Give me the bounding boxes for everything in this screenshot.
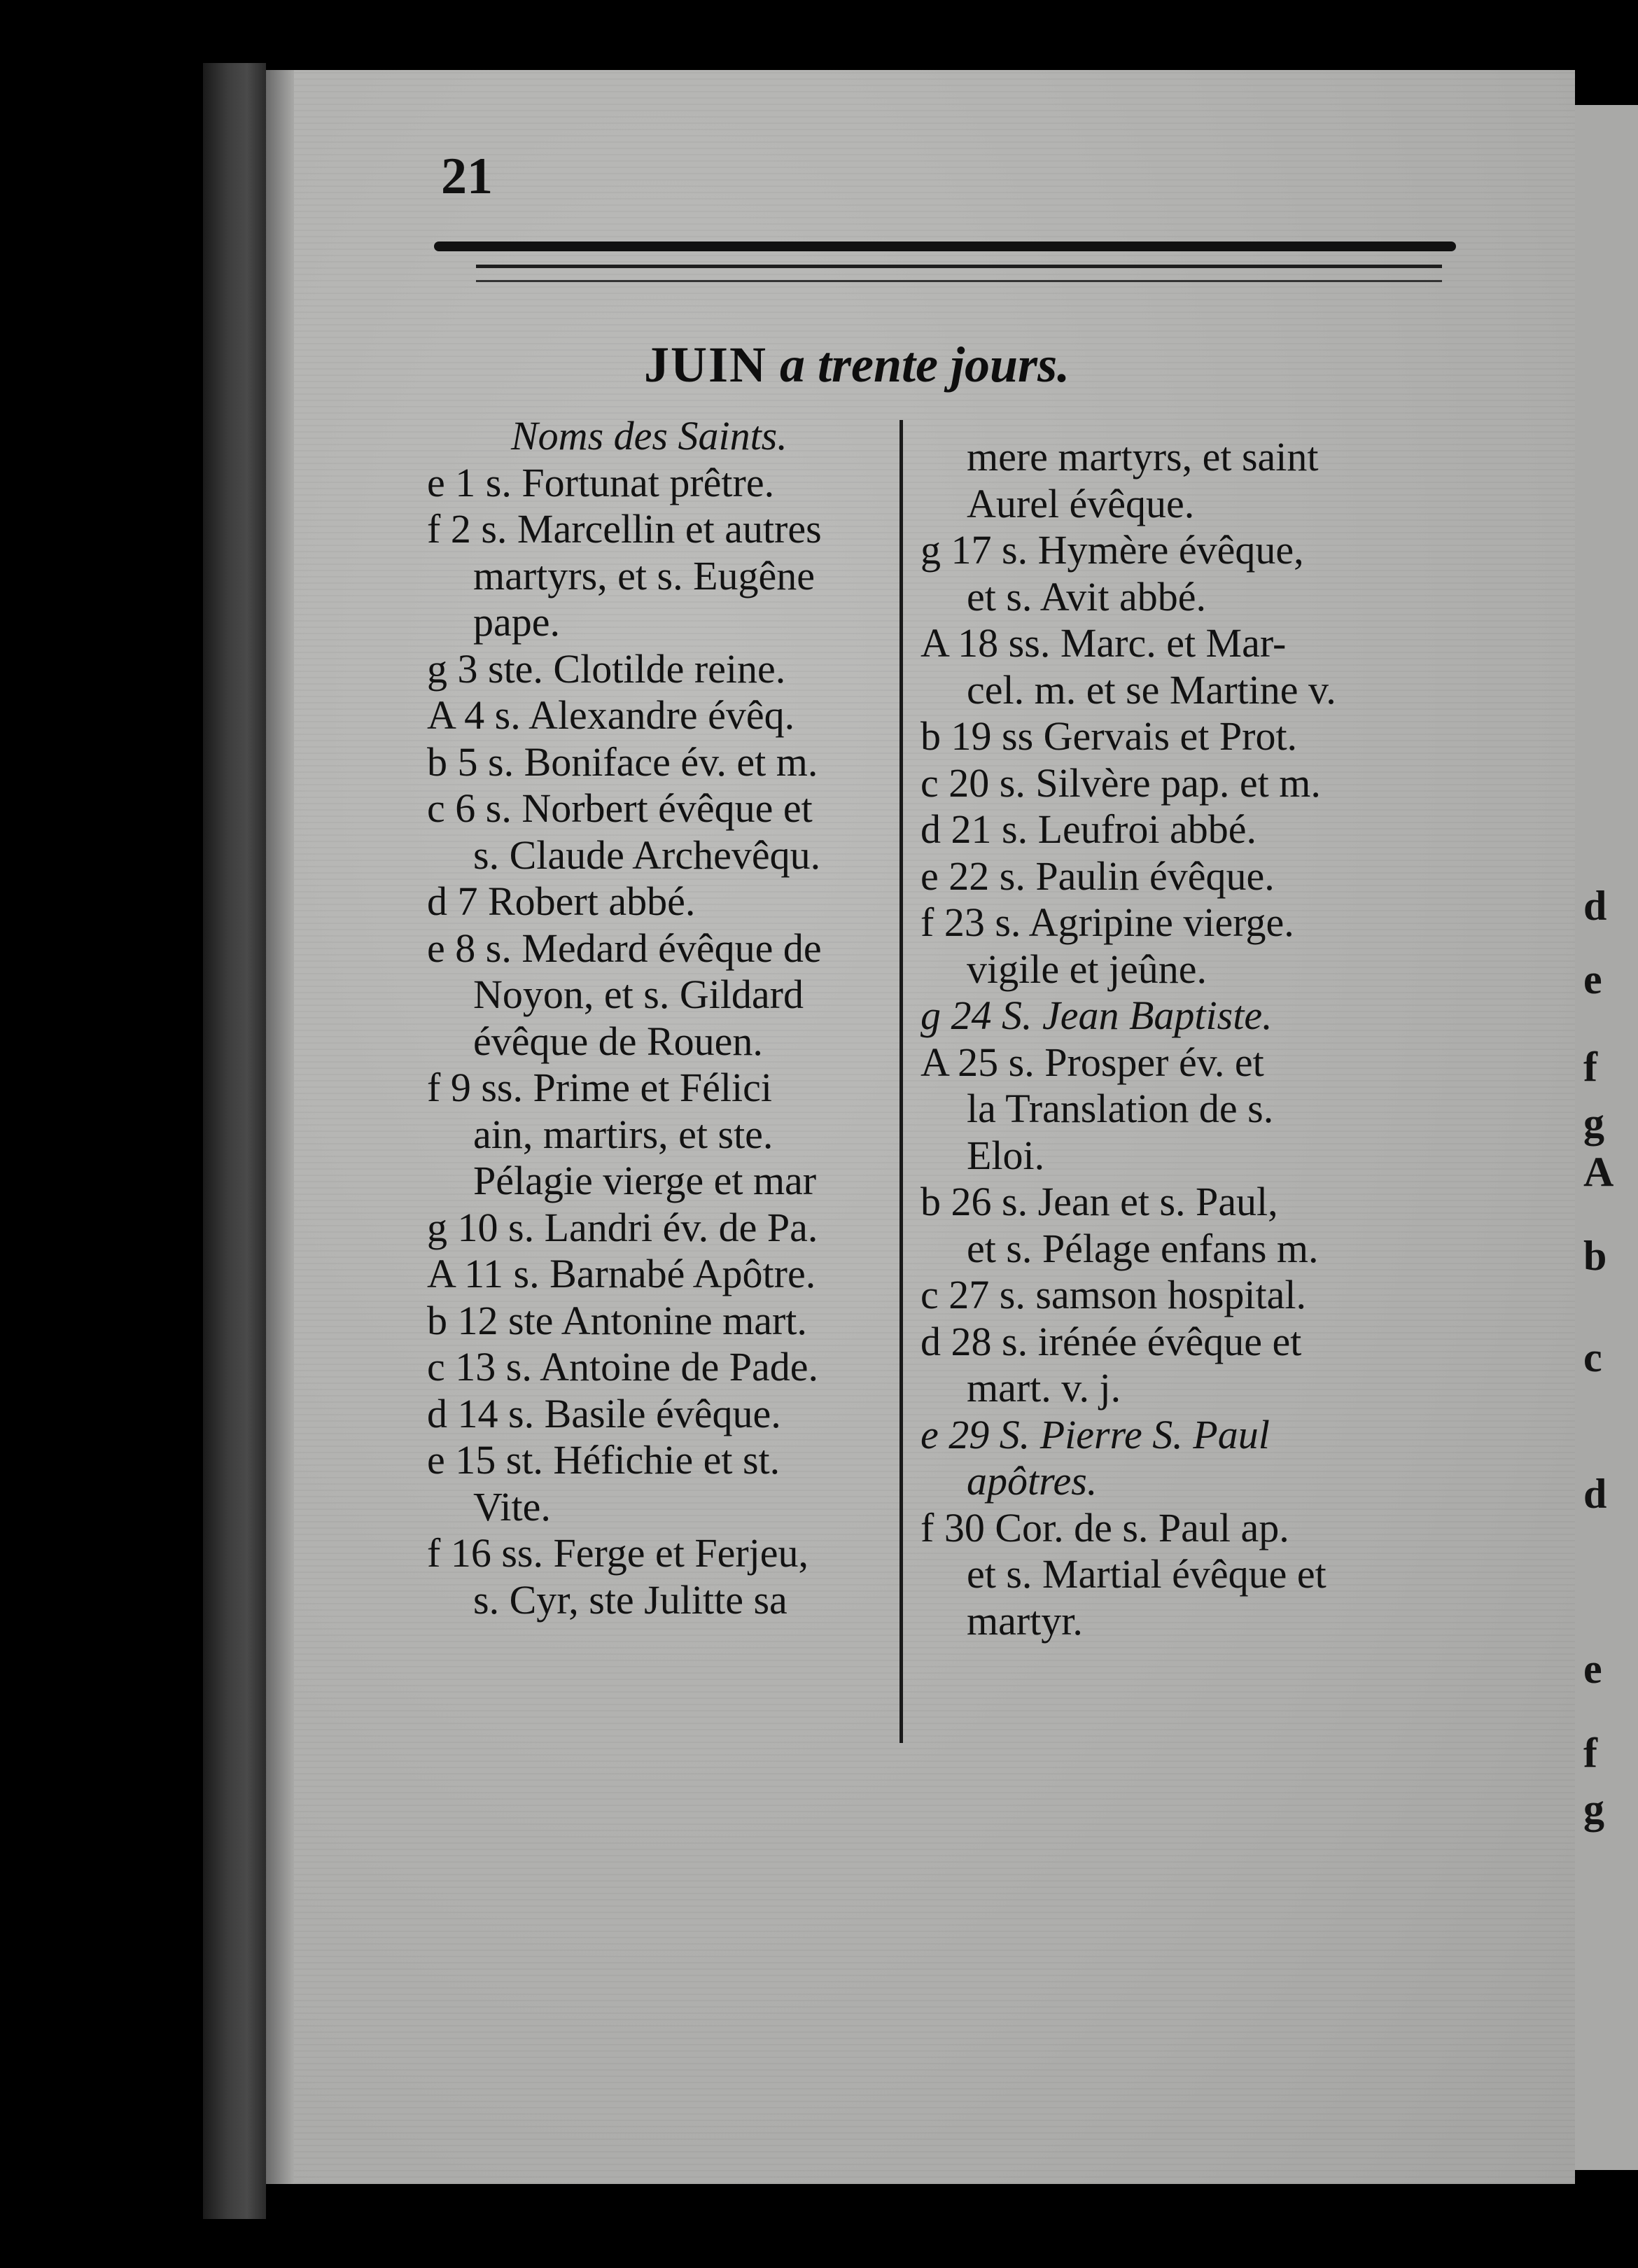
saint-line: g 24 S. Jean Baptiste. bbox=[920, 993, 1273, 1038]
saint-line: s. Claude Archevêqu. bbox=[473, 832, 821, 878]
rule-line bbox=[476, 265, 1442, 268]
saint-line: c 6 s. Norbert évêque et bbox=[427, 785, 813, 831]
saint-line: et s. Pélage enfans m. bbox=[967, 1225, 1319, 1271]
page-edge-shadow bbox=[266, 70, 294, 2184]
saints-column-left bbox=[427, 413, 1001, 1623]
margin-letter: e bbox=[1583, 956, 1602, 1002]
saint-line: b 19 ss Gervais et Prot. bbox=[920, 713, 1298, 759]
rule-line bbox=[476, 280, 1442, 282]
month-days: a trente jours. bbox=[780, 337, 1070, 393]
saint-line: f 23 s. Agripine vierge. bbox=[920, 899, 1294, 945]
saint-line: e 15 st. Héfichie et st. bbox=[427, 1437, 780, 1483]
saint-line: cel. m. et se Martine v. bbox=[967, 666, 1336, 713]
saint-line: s. Cyr, ste Julitte sa bbox=[473, 1576, 788, 1623]
saint-line: f 2 s. Marcellin et autres bbox=[427, 506, 822, 552]
saint-line: d 28 s. irénée évêque et bbox=[920, 1318, 1302, 1364]
saint-line: la Translation de s. bbox=[967, 1086, 1274, 1131]
saint-line: c 13 s. Antoine de Pade. bbox=[427, 1344, 818, 1390]
saint-line: A 18 ss. Marc. et Mar- bbox=[920, 620, 1287, 666]
saint-line: e 22 s. Paulin évêque. bbox=[920, 853, 1275, 899]
margin-letter: b bbox=[1583, 1233, 1607, 1279]
saint-line: d 7 Robert abbé. bbox=[427, 878, 696, 924]
saint-line: A 11 s. Barnabé Apôtre. bbox=[427, 1251, 816, 1296]
column-divider bbox=[899, 420, 903, 1743]
margin-letter: f bbox=[1583, 1730, 1597, 1776]
saint-line: g 10 s. Landri év. de Pa. bbox=[427, 1204, 818, 1250]
margin-letter: A bbox=[1583, 1149, 1614, 1195]
margin-letter: d bbox=[1583, 883, 1607, 929]
saints-column-right bbox=[920, 434, 1410, 1644]
saint-line: et s. Martial évêque et bbox=[967, 1551, 1326, 1597]
saint-line: e 1 s. Fortunat prêtre. bbox=[427, 459, 775, 505]
margin-letter: g bbox=[1583, 1100, 1604, 1146]
saint-line: mart. v. j. bbox=[967, 1365, 1121, 1410]
saint-line: f 30 Cor. de s. Paul ap. bbox=[920, 1504, 1289, 1550]
saint-line: évêque de Rouen. bbox=[473, 1018, 763, 1064]
adjacent-page-edge bbox=[1575, 105, 1638, 2170]
saint-line: martyrs, et s. Eugêne bbox=[473, 552, 816, 598]
saint-line: apôtres. bbox=[967, 1458, 1098, 1504]
saint-line: b 5 s. Boniface év. et m. bbox=[427, 738, 818, 785]
saint-line: d 14 s. Basile évêque. bbox=[427, 1390, 781, 1436]
saint-line: pape. bbox=[473, 599, 560, 645]
saint-line: Noyon, et s. Gildard bbox=[473, 972, 804, 1017]
saint-line: d 21 s. Leufroi abbé. bbox=[920, 806, 1256, 852]
column-subheading: Noms des Saints. bbox=[511, 413, 788, 458]
saint-line: c 20 s. Silvère pap. et m. bbox=[920, 760, 1321, 806]
saint-line: Vite. bbox=[473, 1483, 551, 1530]
month-heading bbox=[644, 336, 1204, 394]
saint-line: b 26 s. Jean et s. Paul, bbox=[920, 1179, 1278, 1224]
saint-line: ain, martirs, et ste. bbox=[473, 1111, 774, 1157]
ornamental-rule bbox=[434, 241, 1456, 251]
saint-line: b 12 ste Antonine mart. bbox=[427, 1297, 807, 1343]
book-spine bbox=[203, 63, 266, 2219]
saint-line: vigile et jeûne. bbox=[967, 946, 1208, 992]
saint-line: e 29 S. Pierre S. Paul bbox=[920, 1411, 1270, 1457]
saint-line: g 17 s. Hymère évêque, bbox=[920, 527, 1304, 573]
saint-line: e 8 s. Medard évêque de bbox=[427, 925, 822, 971]
margin-letter: e bbox=[1583, 1646, 1602, 1692]
saint-line: A 25 s. Prosper év. et bbox=[920, 1039, 1264, 1085]
margin-letter: c bbox=[1583, 1334, 1602, 1380]
almanac-page bbox=[266, 70, 1575, 2184]
saint-line: Aurel évêque. bbox=[967, 480, 1195, 526]
saint-line: et s. Avit abbé. bbox=[967, 573, 1207, 620]
saint-line: f 16 ss. Ferge et Ferjeu, bbox=[427, 1530, 808, 1576]
saint-line: A 4 s. Alexandre évêq. bbox=[427, 692, 795, 738]
month-name: JUIN bbox=[644, 337, 768, 393]
saint-line: Pélagie vierge et mar bbox=[473, 1158, 817, 1203]
saint-line: mere martyrs, et saint bbox=[967, 434, 1319, 479]
saint-line: Eloi. bbox=[967, 1132, 1045, 1178]
margin-letter: d bbox=[1583, 1471, 1607, 1517]
page-number: 21 bbox=[441, 148, 493, 205]
saint-line: martyr. bbox=[967, 1597, 1083, 1644]
margin-letter: g bbox=[1583, 1786, 1604, 1832]
saint-line: f 9 ss. Prime et Félici bbox=[427, 1065, 772, 1110]
saint-line: g 3 ste. Clotilde reine. bbox=[427, 645, 786, 692]
saint-line: c 27 s. samson hospital. bbox=[920, 1272, 1306, 1317]
margin-letter: f bbox=[1583, 1044, 1597, 1090]
